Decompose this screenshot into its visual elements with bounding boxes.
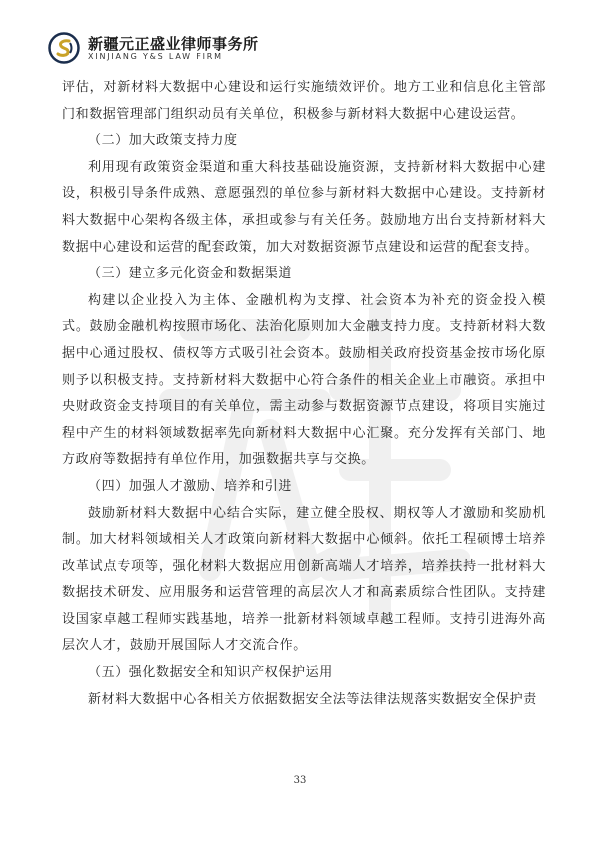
firm-logo-icon: [48, 32, 80, 64]
document-body: [62, 75, 546, 713]
section-heading: （五）强化数据安全和知识产权保护运用: [88, 665, 333, 681]
page-header: [48, 32, 548, 66]
paragraph: 新材料大数据中心各相关方依据数据安全法等法律法规落实数据安全保护责: [88, 691, 537, 707]
page-number: 33: [293, 775, 307, 786]
section-heading: （四）加强人才激励、培养和引进: [88, 478, 293, 494]
firm-name: 新疆元正盛业律师事务所: [88, 35, 259, 53]
paragraph: 评估，对新材料大数据中心建设和运行实施绩效评价。地方工业和信息化主管部门和数据管理部门组织动员有关单位，积极参与新材料大数据中心建设运营。: [62, 80, 546, 122]
section-heading: （三）建立多元化资金和数据渠道: [88, 266, 293, 282]
firm-name-english: XINJIANG Y&S LAW FIRM: [88, 52, 223, 61]
paragraph: 构建以企业投入为主体、金融机构为支撑、社会资本为补充的资金投入模式。鼓励金融机构按照市场化、法治化原则加大金融支持力度。支持新材料大数据中心通过股权、债权等方式吸引社会资本。鼓励相关政府投资基金按市场化原则予以积极支持。支持新材料大数据中心符合条件的相关企业上市融资。承担中央财政资金支持项目的有关单位，需主动参与数据资源节点建设，将项目实施过程中产生的材料领域数据率先向新材料大数据中心汇聚。充分发挥有关部门、地方政府等数据持有单位作用，加强数据共享与交换。: [62, 292, 546, 468]
section-heading: （二）加大政策支持力度: [88, 133, 238, 149]
paragraph: 鼓励新材料大数据中心结合实际，建立健全股权、期权等人才激励和奖励机制。加大材料领域相关人才政策向新材料大数据中心倾斜。依托工程硕博士培养改革试点专项等，强化材料大数据应用创新高端人才培养，培养扶持一批材料大数据技术研发、应用服务和运营管理的高层次人才和高素质综合性团队。支持建设国家卓越工程师实践基地，培养一批新材料领域卓越工程师。支持引进海外高层次人才，鼓励开展国际人才交流合作。: [62, 505, 546, 654]
paragraph: 利用现有政策资金渠道和重大科技基础设施资源，支持新材料大数据中心建设，积极引导条件成熟、意愿强烈的单位参与新材料大数据中心建设。支持新材料大数据中心架构各级主体，承担或参与有关任务。鼓励地方出台支持新材料大数据中心建设和运营的配套政策，加大对数据资源节点建设和运营的配套支持。: [62, 159, 546, 255]
